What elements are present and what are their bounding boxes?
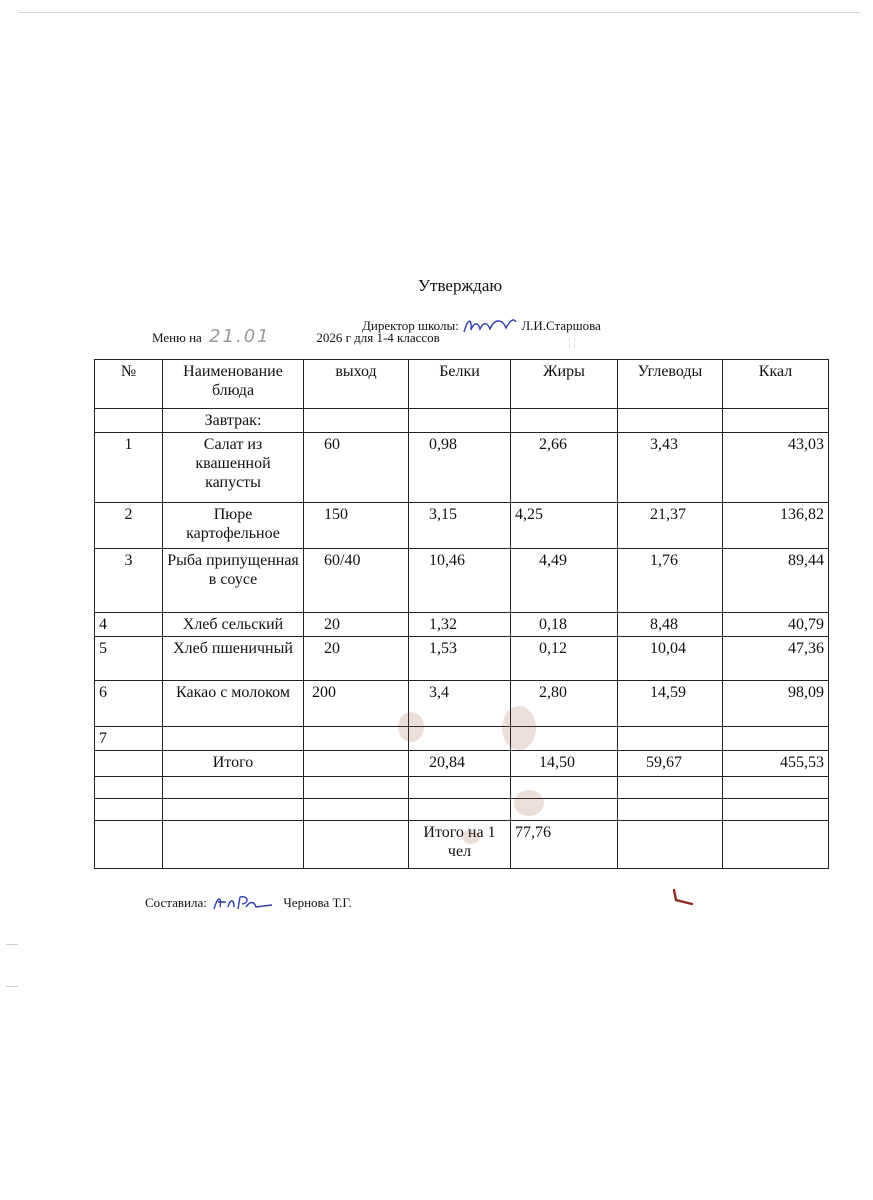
empty-row xyxy=(95,777,829,799)
compiler-signature-icon xyxy=(210,893,280,913)
row-kcal: 43,03 xyxy=(723,433,829,503)
row-name: Хлеб сельский xyxy=(163,613,304,637)
section-label: Завтрак: xyxy=(163,409,304,433)
row-carbs: 8,48 xyxy=(618,613,723,637)
menu-table xyxy=(94,359,829,869)
row-protein: 1,32 xyxy=(409,613,511,637)
menu-label: Меню на xyxy=(152,330,202,345)
table-row xyxy=(95,727,829,751)
row-kcal: 47,36 xyxy=(723,637,829,681)
per-person-label: Итого на 1 чел xyxy=(409,821,511,869)
total-kcal: 455,53 xyxy=(723,751,829,777)
per-person-value: 77,76 xyxy=(511,821,618,869)
row-num: 5 xyxy=(95,637,163,681)
row-kcal: 136,82 xyxy=(723,503,829,549)
total-row xyxy=(95,751,829,777)
row-name: Пюре картофельное xyxy=(163,503,304,549)
total-carbs: 59,67 xyxy=(618,751,723,777)
col-header-fat: Жиры xyxy=(511,360,618,409)
row-name: Какао с молоком xyxy=(163,681,304,727)
per-person-row xyxy=(95,821,829,869)
table-row xyxy=(95,433,829,503)
stain xyxy=(398,712,424,742)
director-signature-icon xyxy=(462,316,518,336)
row-protein: 3,15 xyxy=(409,503,511,549)
total-label: Итого xyxy=(163,751,304,777)
row-protein: 3,4 xyxy=(409,681,511,727)
scan-edge-mark xyxy=(6,986,18,987)
empty-row xyxy=(95,799,829,821)
total-fat: 14,50 xyxy=(511,751,618,777)
compiled-label: Составила: xyxy=(145,895,207,910)
compiled-name: Чернова Т.Г. xyxy=(283,895,352,910)
table-header-row xyxy=(95,360,829,409)
menu-line xyxy=(152,326,440,347)
col-header-protein: Белки xyxy=(409,360,511,409)
director-label: Директор школы: xyxy=(362,318,459,333)
row-carbs: 1,76 xyxy=(618,549,723,613)
menu-year-text: 2026 г для 1-4 классов xyxy=(316,330,440,345)
row-num: 7 xyxy=(95,727,163,751)
row-name: Хлеб пшеничный xyxy=(163,637,304,681)
col-header-kcal: Ккал xyxy=(723,360,829,409)
row-name: Рыба припущенная в соусе xyxy=(163,549,304,613)
red-mark-icon xyxy=(670,888,700,906)
row-out: 20 xyxy=(304,637,409,681)
stain xyxy=(514,790,544,816)
row-num: 4 xyxy=(95,613,163,637)
stain xyxy=(462,830,480,844)
col-header-carbs: Углеводы xyxy=(618,360,723,409)
director-name: Л.И.Старшова xyxy=(521,318,601,333)
row-num: 6 xyxy=(95,681,163,727)
col-header-num: № xyxy=(95,360,163,409)
row-kcal: 40,79 xyxy=(723,613,829,637)
table-row xyxy=(95,681,829,727)
compiled-line xyxy=(145,893,352,913)
row-fat: 2,66 xyxy=(511,433,618,503)
approve-heading: Утверждаю xyxy=(418,276,503,295)
row-num: 1 xyxy=(95,433,163,503)
row-carbs: 14,59 xyxy=(618,681,723,727)
row-protein: 1,53 xyxy=(409,637,511,681)
menu-date-handwritten: 21.01 xyxy=(209,326,271,347)
col-header-name: Наименование блюда xyxy=(163,360,304,409)
scan-edge-line xyxy=(18,12,860,13)
col-header-out: выход xyxy=(304,360,409,409)
row-carbs: 3,43 xyxy=(618,433,723,503)
row-num: 2 xyxy=(95,503,163,549)
pencil-marks: ¦¦ xyxy=(568,336,579,348)
row-protein: 0,98 xyxy=(409,433,511,503)
table-row xyxy=(95,613,829,637)
row-out: 200 xyxy=(304,681,409,727)
row-fat: 4,25 xyxy=(511,503,618,549)
table-row xyxy=(95,503,829,549)
stain xyxy=(502,706,536,750)
row-carbs: 21,37 xyxy=(618,503,723,549)
row-kcal: 98,09 xyxy=(723,681,829,727)
scan-edge-mark xyxy=(6,944,18,945)
row-kcal: 89,44 xyxy=(723,549,829,613)
total-protein: 20,84 xyxy=(409,751,511,777)
section-row xyxy=(95,409,829,433)
row-out: 60 xyxy=(304,433,409,503)
row-fat: 2,80 xyxy=(511,681,618,727)
row-carbs: 10,04 xyxy=(618,637,723,681)
table-row xyxy=(95,637,829,681)
row-fat: 0,12 xyxy=(511,637,618,681)
row-fat: 4,49 xyxy=(511,549,618,613)
row-name: Салат из квашенной капусты xyxy=(163,433,304,503)
row-out: 60/40 xyxy=(304,549,409,613)
row-fat: 0,18 xyxy=(511,613,618,637)
table-row xyxy=(95,549,829,613)
row-out: 150 xyxy=(304,503,409,549)
row-num: 3 xyxy=(95,549,163,613)
row-out: 20 xyxy=(304,613,409,637)
row-protein: 10,46 xyxy=(409,549,511,613)
